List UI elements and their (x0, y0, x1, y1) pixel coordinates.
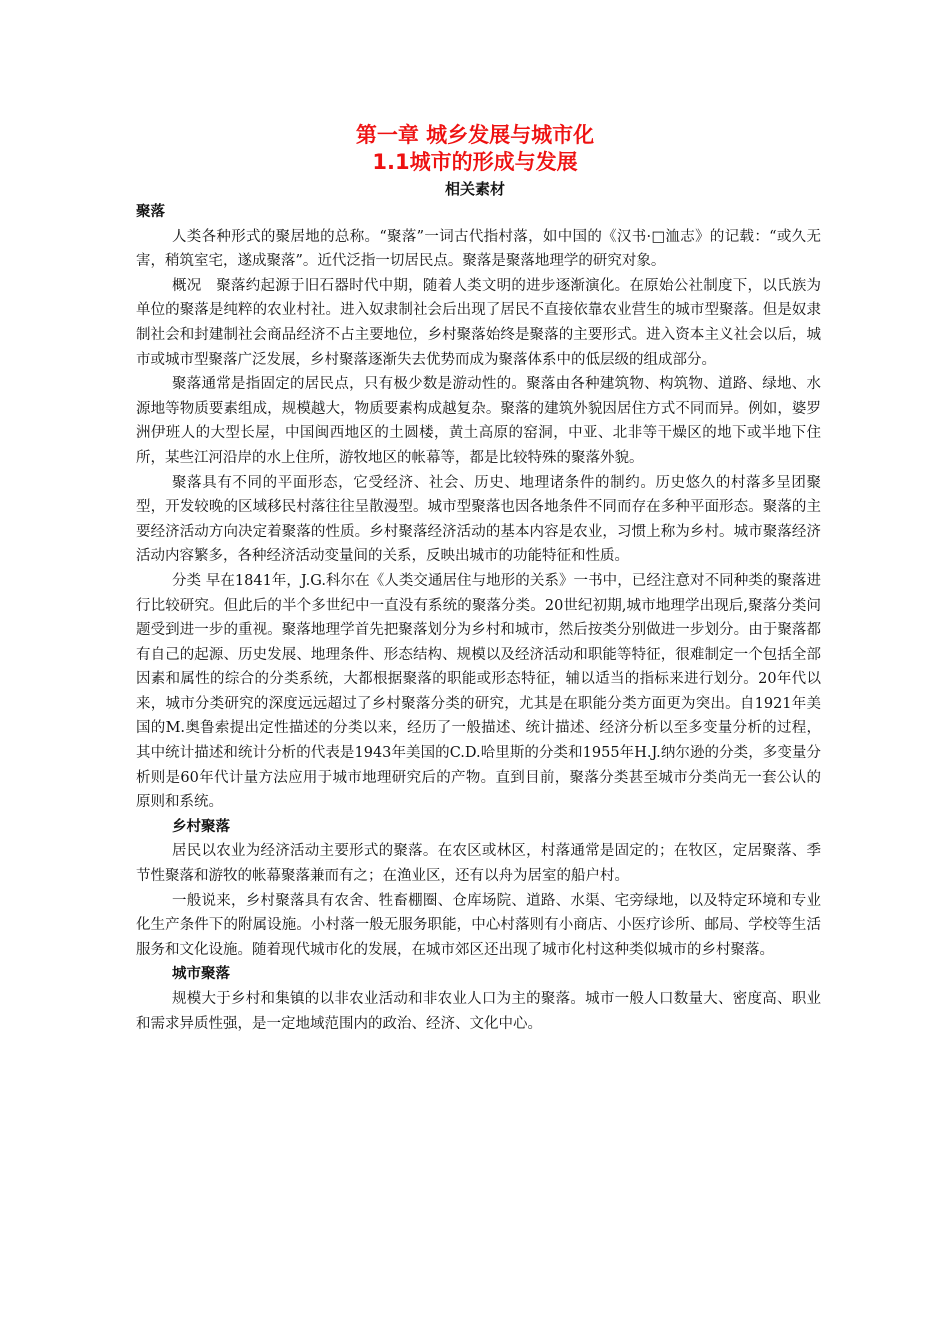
paragraph: 人类各种形式的聚居地的总称。“聚落”一词古代指村落，如中国的《汉书·□洫志》的记载：“或久无害，稍筑室宅，遂成聚落”。近代泛指一切居民点。聚落是聚落地理学的研究对象。 (136, 228, 821, 270)
section-heading: 聚落 (136, 204, 165, 220)
section-heading: 城市聚落 (172, 966, 230, 983)
paragraph: 概况 聚落约起源于旧石器时代中期，随着人类文明的进步逐渐演化。在原始公社制度下，以氏族为单位的聚落是纯粹的农业村社。进入奴隶制社会后出现了居民不直接依靠农业营生的城市型聚落。但是奴隶制社会和封建制社会商品经济不占主要地位，乡村聚落始终是聚落的主要形式。进入资本主义社会以后，城市或城市型聚落广泛发展，乡村聚落逐渐失去优势而成为聚落体系中的低层级的组成部分。 (136, 277, 821, 368)
paragraph: 规模大于乡村和集镇的以非农业活动和非农业人口为主的聚落。城市一般人口数量大、密度高、职业和需求异质性强，是一定地域范围内的政治、经济、文化中心。 (136, 991, 821, 1032)
paragraph: 聚落通常是指固定的居民点，只有极少数是游动性的。聚落由各种建筑物、构筑物、道路、绿地、水源地等物质要素组成，规模越大，物质要素构成越复杂。聚落的建筑外貌因居住方式不同而异。例如，婆罗洲伊班人的大型长屋，中国闽西地区的土圆楼，黄土高原的窑洞，中亚、北非等干燥区的地下或半地下住所，某些江河沿岸的水上住所，游牧地区的帐幕等，都是比较特殊的聚落外貌。 (136, 376, 821, 466)
section-heading: 乡村聚落 (172, 818, 230, 835)
paragraph: 聚落具有不同的平面形态，它受经济、社会、历史、地理诸条件的制约。历史悠久的村落多呈团聚型，开发较晚的区域移民村落往往呈散漫型。城市型聚落也因各地条件不同而存在多种平面形态。聚落的主要经济活动方向决定着聚落的性质。乡村聚落经济活动的基本内容是农业，习惯上称为乡村。城市聚落经济活动内容繁多，各种经济活动变量间的关系，反映出城市的功能特征和性质。 (136, 474, 821, 565)
chapter-title: 第一章 城乡发展与城市化 (355, 123, 595, 147)
subtitle: 相关素材 (444, 180, 505, 198)
section-title: 1.1城市的形成与发展 (372, 150, 578, 174)
paragraph: 一般说来，乡村聚落具有农舍、牲畜棚圈、仓库场院、道路、水渠、宅旁绿地，以及特定环境和专业化生产条件下的附属设施。小村落一般无服务职能，中心村落则有小商店、小医疗诊所、邮局、学校等生活服务和文化设施。随着现代城市化的发展，在城市郊区还出现了城市化村这种类似城市的乡村聚落。 (136, 892, 821, 958)
paragraph: 居民以农业为经济活动主要形式的聚落。在农区或林区，村落通常是固定的；在牧区，定居聚落、季节性聚落和游牧的帐幕聚落兼而有之；在渔业区，还有以舟为居室的船户村。 (136, 843, 821, 885)
paragraph: 分类 早在1841年，J.G.科尔在《人类交通居住与地形的关系》一书中，已经注意对不同种类的聚落进行比较研究。但此后的半个多世纪中一直没有系统的聚落分类。20世纪初期,城市地理学出现后,聚落分类问题受到进一步的重视。聚落地理学首先把聚落划分为乡村和城市，然后按类分别做进一步划分。由于聚落都有自己的起源、历史发展、地理条件、形态结构、规模以及经济活动和职能等特征，很难制定一个包括全部因素和属性的综合的分类系统，大都根据聚落的职能或形态特征，辅以适当的指标来进行划分。20年代以来，城市分类研究的深度远远超过了乡村聚落分类的研究，尤其是在职能分类方面更为突出。自1921年美国的M.奥鲁索提出定性描述的分类以来，经历了一般描述、统计描述、经济分析以至多变量分析的过程，其中统计描述和统计分析的代表是1943年美国的C.D.哈里斯的分类和1955年H.J.纳尔逊的分类，多变量分析则是60年代计量方法应用于城市地理研究后的产物。直到目前，聚落分类甚至城市分类尚无一套公认的原则和系统。 (136, 572, 821, 811)
document-body (136, 200, 821, 1036)
title-block (0, 122, 950, 201)
